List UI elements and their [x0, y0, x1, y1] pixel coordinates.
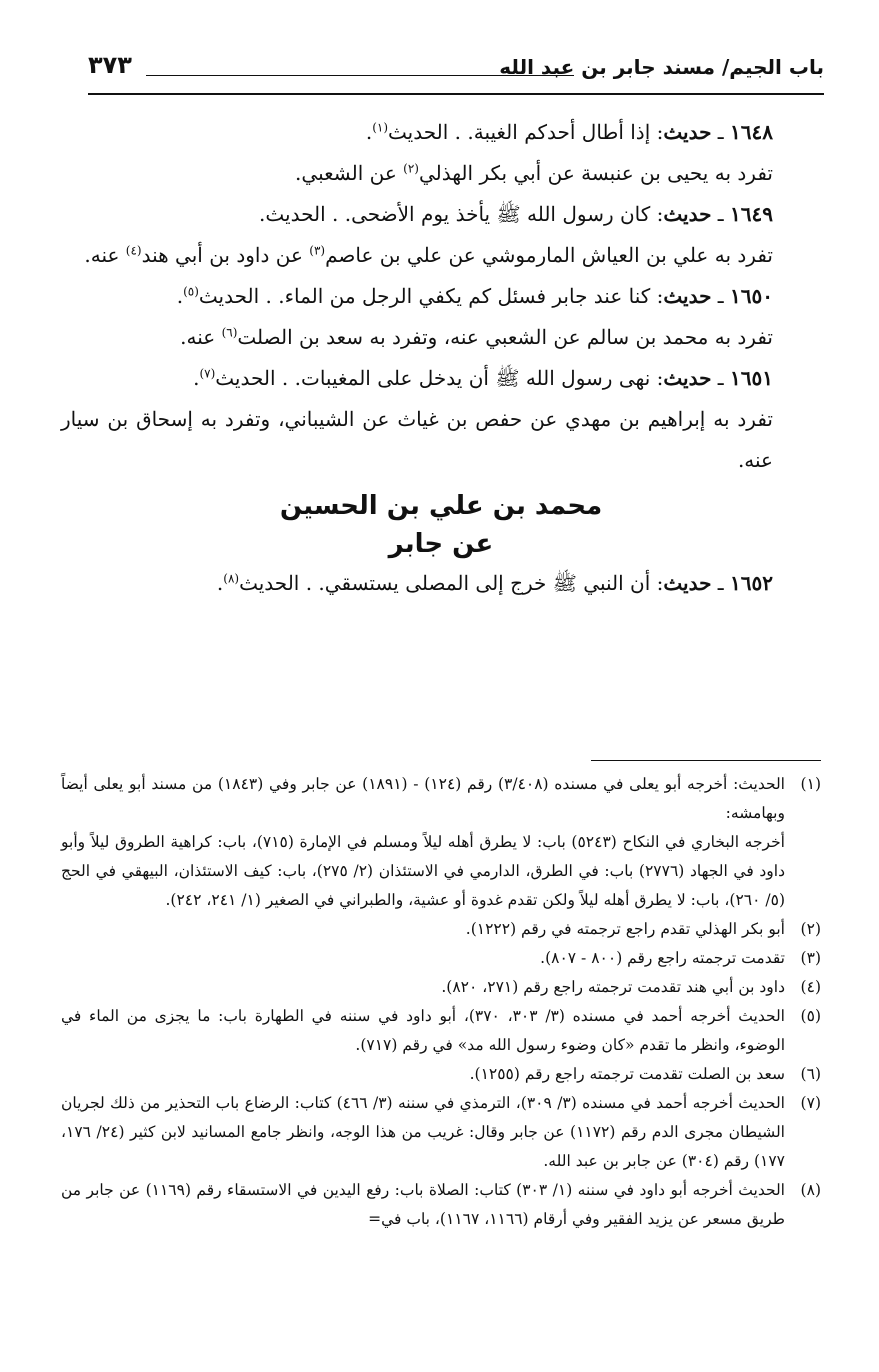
footnote [61, 1002, 821, 1060]
page-number: ٣٧٣ [88, 51, 132, 79]
hadith-entry: ١٦٥٠ ـ حديث: كنا عند جابر فسئل كم يكفي الرجل من الماء. . الحديث$^{(٥)}$. [176, 284, 773, 308]
end-mark: . [216, 571, 224, 595]
footnote-number: (٦) [800, 1065, 821, 1083]
hadith-number: ١٦٤٨ [730, 120, 773, 144]
section-heading [61, 487, 821, 563]
hadith-text: : أن النبي ﷺ خرج إلى المصلى يستسقي. . الحديث [239, 571, 664, 595]
hadith-keyword: حديث [663, 120, 712, 144]
narration-note [61, 235, 821, 276]
hadith-keyword: حديث [663, 366, 712, 390]
note-text: تفرد به محمد بن سالم عن الشعبي عنه، وتفرد به سعد بن الصلت [237, 325, 773, 349]
hadith-text: : إذا أطال أحدكم الغيبة. . الحديث [388, 120, 664, 144]
running-title: باب الجيم/ مسند جابر بن عبد الله [499, 55, 824, 79]
footnote [61, 1060, 821, 1089]
note-text: تفرد به علي بن العياش المارموشي عن علي بن عاصم [325, 243, 773, 267]
note-text: تفرد به إبراهيم بن مهدي عن حفص بن غياث عن الشيباني، وتفرد به إسحاق بن سيار عنه. [61, 407, 773, 472]
footnote-ref: (٨) [223, 571, 240, 586]
header-rule [88, 93, 824, 95]
footnote-number: (٧) [800, 1094, 821, 1112]
footnote-number [785, 828, 821, 915]
footnote [61, 1089, 821, 1176]
footnote-ref: (٦) [221, 325, 238, 340]
footnote-text: الحديث: أخرجه أبو يعلى في مسنده (٣/٤٠٨) رقم (١٢٤) - (١٨٩١) عن جابر وفي (١٨٤٣) من مسند أبو يعلى أيضاً وبهامشه: [61, 775, 785, 822]
hadith-entry: ١٦٥٢ ـ حديث: أن النبي ﷺ خرج إلى المصلى يستسقي. . الحديث$^{(٨)}$. [216, 571, 773, 595]
page-header [88, 51, 824, 95]
footnote [61, 1176, 821, 1234]
footnote-text: داود بن أبي هند تقدمت ترجمته راجع رقم (٢٧١، ٨٢٠). [441, 978, 785, 996]
footnote-text: الحديث أخرجه أبو داود في سننه (١/ ٣٠٣) كتاب: الصلاة باب: رفع اليدين في الاستسقاء رقم (١١٦٩) عن جابر من طريق مسعر عن يزيد الفقير وفي أرقام (١١٦٦، ١١٦٧)، باب في= [61, 1181, 785, 1228]
note-text-rest: عنه. [180, 325, 222, 349]
hadith-text: : كان رسول الله ﷺ يأخذ يوم الأضحى. . الحديث. [259, 202, 664, 226]
narration-note [61, 153, 821, 194]
footnote-ref: (٧) [199, 366, 216, 381]
note-text: تفرد به يحيى بن عنبسة عن أبي بكر الهذلي [418, 161, 773, 185]
end-mark: . [193, 366, 200, 390]
footnotes [61, 770, 821, 1234]
hadith-text: : نهى رسول الله ﷺ أن يدخل على المغيبات. . الحديث [215, 366, 664, 390]
hadith-entry: ١٦٤٩ ـ حديث: كان رسول الله ﷺ يأخذ يوم الأضحى. . الحديث. [259, 202, 773, 226]
footnote-number: (٢) [800, 920, 821, 938]
footnote-ref: (٤) [125, 243, 142, 258]
hadith-keyword: حديث [663, 202, 712, 226]
footnote-number: (٨) [800, 1181, 821, 1199]
footnote-text: سعد بن الصلت تقدمت ترجمته راجع رقم (١٢٥٥). [469, 1065, 785, 1083]
footnote-number: (١) [800, 775, 821, 793]
narration-note [61, 399, 821, 481]
end-mark: . [176, 284, 184, 308]
hadith-entry: ١٦٥١ ـ حديث: نهى رسول الله ﷺ أن يدخل على المغيبات. . الحديث$^{(٧)}$. [193, 366, 773, 390]
hadith-text: : كنا عند جابر فسئل كم يكفي الرجل من الماء. . الحديث [198, 284, 664, 308]
footnote [61, 915, 821, 944]
footnote-separator [591, 760, 821, 761]
footnote [61, 770, 821, 828]
hadith-number: ١٦٥١ [730, 366, 773, 390]
header-thin-rule [146, 75, 574, 76]
hadith-number: ١٦٤٩ [730, 202, 773, 226]
section-heading-line2: عن جابر [388, 529, 494, 559]
footnote-ref: (٢) [403, 161, 419, 176]
footnote-ref: (٣) [309, 243, 326, 258]
footnote-number: (٥) [800, 1007, 821, 1025]
footnote [61, 973, 821, 1002]
hadith-keyword: حديث [663, 571, 712, 595]
hadith-number: ١٦٥٢ [730, 571, 773, 595]
footnote-ref: (١) [372, 120, 389, 135]
hadith-keyword: حديث [663, 284, 712, 308]
footnote-text: الحديث أخرجه أحمد في مسنده (٣/ ٣٠٩)، الترمذي في سننه (٣/ ٤٦٦) كتاب: الرضاع باب التحذير من ذلك لجريان الشيطان مجرى الدم رقم (١١٧٢) عن جابر وقال: غريب من هذا الوجه، وانظر جامع المسانيد لابن كثير (٢٤/ ١٧٦، ١٧٧) رقم (٣٠٤) عن جابر بن عبد الله. [61, 1094, 785, 1170]
note-text-rest: عن الشعبي. [295, 161, 404, 185]
note-text-rest: عن داود بن أبي هند [141, 243, 310, 267]
hadith-entry: ١٦٤٨ ـ حديث: إذا أطال أحدكم الغيبة. . الحديث$^{(١)}$. [365, 120, 773, 144]
footnote-number: (٣) [800, 949, 821, 967]
section-heading-line1: محمد بن علي بن الحسين [279, 491, 603, 521]
footnote-number: (٤) [800, 978, 821, 996]
footnote-text: الحديث أخرجه أحمد في مسنده (٣/ ٣٠٣، ٣٧٠)، أبو داود في سننه في الطهارة باب: ما يجزى من الماء في الوضوء، وانظر ما تقدم «كان وضوء رسول الله مد» في رقم (٧١٧). [61, 1007, 785, 1054]
footnote-text: تقدمت ترجمته راجع رقم (٨٠٠ - ٨٠٧). [540, 949, 785, 967]
footnote-text: أبو بكر الهذلي تقدم راجع ترجمته في رقم (١٢٢٢). [465, 920, 785, 938]
narration-note [61, 317, 821, 358]
footnote-text: أخرجه البخاري في النكاح (٥٢٤٣) باب: لا يطرق أهله ليلاً ومسلم في الإمارة (٧١٥)، باب: كراهية الطروق ليلاً وأبو داود في الجهاد (٢٧٧٦) باب: في الطرق، الدارمي في الاستئذان (٢/ ٢٧٥)، باب: كيف الاستئذان، البيهقي في الحج (٥/ ٢٦٠)، باب: لا يطرق أهله ليلاً ولكن تقدم غدوة أو عشية، والطبراني في الصغير (١/ ٢٤١، ٢٤٢). [61, 833, 785, 909]
end-mark: . [365, 120, 373, 144]
main-text [61, 112, 821, 604]
hadith-number: ١٦٥٠ [730, 284, 773, 308]
footnote [61, 944, 821, 973]
footnote [61, 828, 821, 915]
note-text-end: عنه. [84, 243, 126, 267]
footnote-ref: (٥) [183, 284, 199, 299]
